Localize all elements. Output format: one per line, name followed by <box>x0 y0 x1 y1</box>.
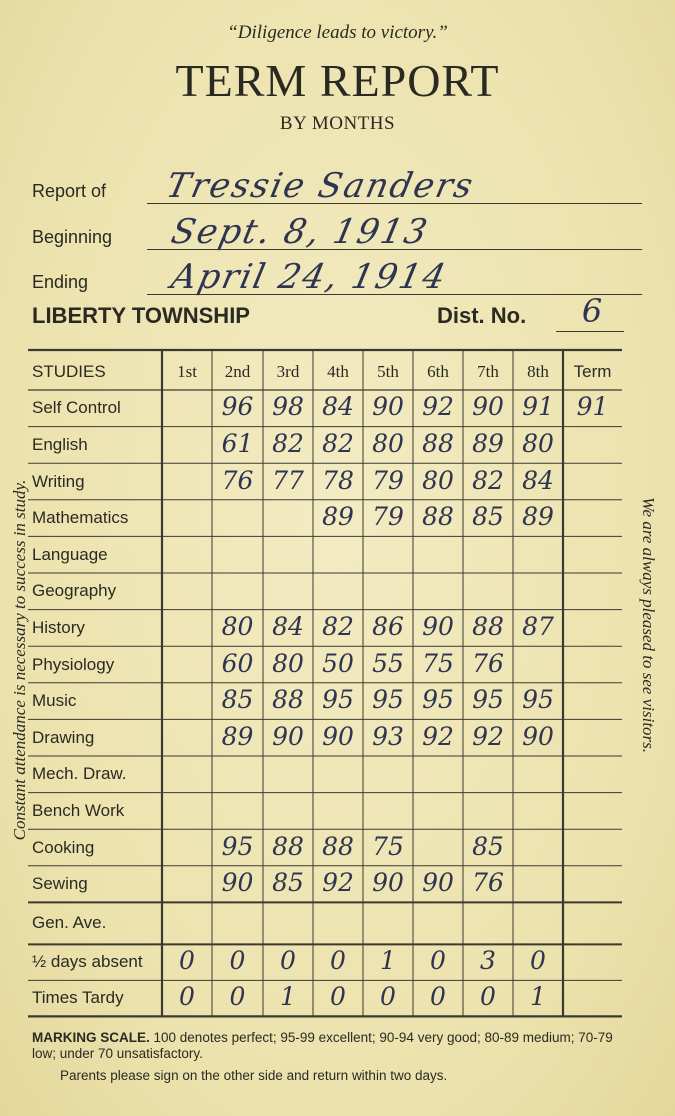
grade-cell: 88 <box>272 831 304 861</box>
study-row-label: Writing <box>32 471 85 491</box>
grade-cell: 89 <box>522 502 554 532</box>
parent-sign-note: Parents please sign on the other side and return within two days. <box>60 1068 448 1083</box>
grade-cell: 90 <box>422 868 454 898</box>
motto: “Diligence leads to victory.” <box>227 22 448 43</box>
study-row-label: Gen. Ave. <box>32 913 107 933</box>
studies-header: STUDIES <box>32 362 106 381</box>
grade-cell: 85 <box>221 685 254 715</box>
grade-cell: 86 <box>372 611 404 641</box>
column-header: 4th <box>327 362 349 381</box>
grade-cell: 76 <box>221 465 254 495</box>
study-row-label: Cooking <box>32 837 95 857</box>
grade-cell: 50 <box>322 648 354 678</box>
grade-cell: 80 <box>221 611 254 641</box>
grade-cell: 80 <box>522 428 554 458</box>
column-header: 6th <box>427 362 449 381</box>
study-row-label: Mathematics <box>32 508 129 528</box>
column-header: 8th <box>527 362 549 381</box>
grade-cell: 82 <box>322 611 354 641</box>
report-of-label: Report of <box>32 181 107 201</box>
grade-cell: 75 <box>422 648 454 678</box>
grade-cell: 0 <box>229 946 246 976</box>
ending-label: Ending <box>32 272 89 292</box>
study-row-label: History <box>32 617 85 637</box>
grade-cell: 95 <box>472 685 504 715</box>
grade-cell: 85 <box>272 868 304 898</box>
grade-cell: 90 <box>372 392 404 422</box>
grade-cell: 0 <box>179 946 195 976</box>
grade-cell: 82 <box>322 428 354 458</box>
grade-cell: 79 <box>372 465 404 495</box>
grade-cell: 76 <box>472 648 504 678</box>
township-name: LIBERTY TOWNSHIP <box>32 303 250 328</box>
grade-cell: 76 <box>472 868 504 898</box>
grade-cell: 89 <box>322 502 354 532</box>
grade-cell: 90 <box>272 721 304 751</box>
grade-cell: 0 <box>179 982 195 1012</box>
grade-cell: 0 <box>530 946 546 976</box>
grade-cell: 88 <box>422 428 454 458</box>
grade-cell: 80 <box>372 428 404 458</box>
study-row-label: Geography <box>32 581 117 601</box>
study-row-label: Mech. Draw. <box>32 764 127 784</box>
grade-cell: 90 <box>372 868 404 898</box>
grade-cell: 90 <box>221 868 254 898</box>
grade-cell: 92 <box>472 721 504 751</box>
grade-cell: 91 <box>522 392 554 422</box>
grade-cell: 61 <box>221 428 254 458</box>
beginning-date: Sept. 8, 1913 <box>167 212 433 252</box>
grade-cell: 77 <box>272 465 304 495</box>
study-row-label: Bench Work <box>32 800 125 820</box>
study-row-label: Self Control <box>32 398 121 418</box>
grade-cell: 93 <box>372 721 404 751</box>
column-header: 5th <box>377 362 399 381</box>
grade-cell: 0 <box>330 982 346 1012</box>
grade-cell: 92 <box>422 721 454 751</box>
grade-cell: 1 <box>280 982 296 1012</box>
grade-cell: 92 <box>322 868 354 898</box>
grade-cell: 88 <box>472 611 504 641</box>
grade-cell: 90 <box>322 721 354 751</box>
grade-cell: 80 <box>272 648 304 678</box>
grade-cell: 82 <box>472 465 504 495</box>
ending-date: April 24, 1914 <box>167 257 451 297</box>
marking-scale <box>32 1030 632 1062</box>
grade-cell: 95 <box>422 685 454 715</box>
grade-cell: 88 <box>322 831 354 861</box>
grade-cell: 85 <box>472 502 504 532</box>
grade-cell: 3 <box>480 946 496 976</box>
grade-cell: 95 <box>372 685 404 715</box>
report-title: TERM REPORT <box>175 55 500 106</box>
marking-scale-label: MARKING SCALE. <box>32 1030 150 1045</box>
column-header: Term <box>573 362 612 381</box>
grade-cell: 95 <box>221 831 254 861</box>
grade-cell: 1 <box>530 982 546 1012</box>
grade-cell: 87 <box>522 611 554 641</box>
grade-cell: 92 <box>422 392 454 422</box>
grade-cell: 91 <box>576 392 609 422</box>
grade-cell: 96 <box>221 392 254 422</box>
grade-cell: 82 <box>272 428 304 458</box>
study-row-label: Times Tardy <box>32 988 124 1008</box>
grade-cell: 85 <box>472 831 504 861</box>
grade-cell: 88 <box>422 502 454 532</box>
grade-cell: 90 <box>472 392 504 422</box>
grade-cell: 84 <box>522 465 554 495</box>
grade-cell: 95 <box>322 685 354 715</box>
study-row-label: Music <box>32 691 77 711</box>
district-label: Dist. No. <box>437 303 527 328</box>
attendance-note: Constant attendance is necessary to success in study. <box>10 479 29 841</box>
grade-cell: 90 <box>422 611 454 641</box>
grade-cell: 78 <box>322 465 354 495</box>
grade-cell: 0 <box>330 946 346 976</box>
grade-cell: 0 <box>430 946 446 976</box>
student-name: Tressie Sanders <box>162 166 479 206</box>
grade-cell: 0 <box>430 982 446 1012</box>
grade-cell: 60 <box>221 648 254 678</box>
grade-cell: 90 <box>522 721 554 751</box>
grade-cell: 0 <box>280 946 296 976</box>
grade-cell: 0 <box>380 982 396 1012</box>
grade-cell: 79 <box>372 502 404 532</box>
column-header: 7th <box>477 362 499 381</box>
study-row-label: Physiology <box>32 654 115 674</box>
grade-cell: 89 <box>221 721 254 751</box>
study-row-label: Language <box>32 544 108 564</box>
visitors-note: We are always pleased to see visitors. <box>639 496 658 754</box>
grade-cell: 80 <box>422 465 454 495</box>
grade-cell: 88 <box>272 685 304 715</box>
grade-cell: 75 <box>372 831 404 861</box>
column-header: 1st <box>177 362 197 381</box>
study-row-label: Drawing <box>32 727 95 747</box>
grade-cell: 84 <box>322 392 354 422</box>
grade-cell: 89 <box>472 428 504 458</box>
marking-scale-text: 100 denotes perfect; 95-99 excellent; 90-94 very good; 80-89 medium; 70-79 low; under 70 unsatisfactory. <box>32 1030 613 1061</box>
study-row-label: Sewing <box>32 874 88 894</box>
study-row-label: English <box>32 434 88 454</box>
grade-cell: 1 <box>380 946 396 976</box>
beginning-label: Beginning <box>32 227 113 247</box>
grade-cell: 55 <box>372 648 404 678</box>
grade-cell: 98 <box>272 392 304 422</box>
grade-cell: 0 <box>480 982 496 1012</box>
grade-cell: 0 <box>229 982 246 1012</box>
grade-cell: 95 <box>522 685 554 715</box>
study-row-label: ½ days absent <box>32 952 143 972</box>
column-header: 2nd <box>224 362 251 381</box>
district-number: 6 <box>581 292 603 330</box>
column-header: 3rd <box>276 362 300 381</box>
grade-cell: 84 <box>272 611 304 641</box>
report-subtitle: BY MONTHS <box>279 113 396 134</box>
